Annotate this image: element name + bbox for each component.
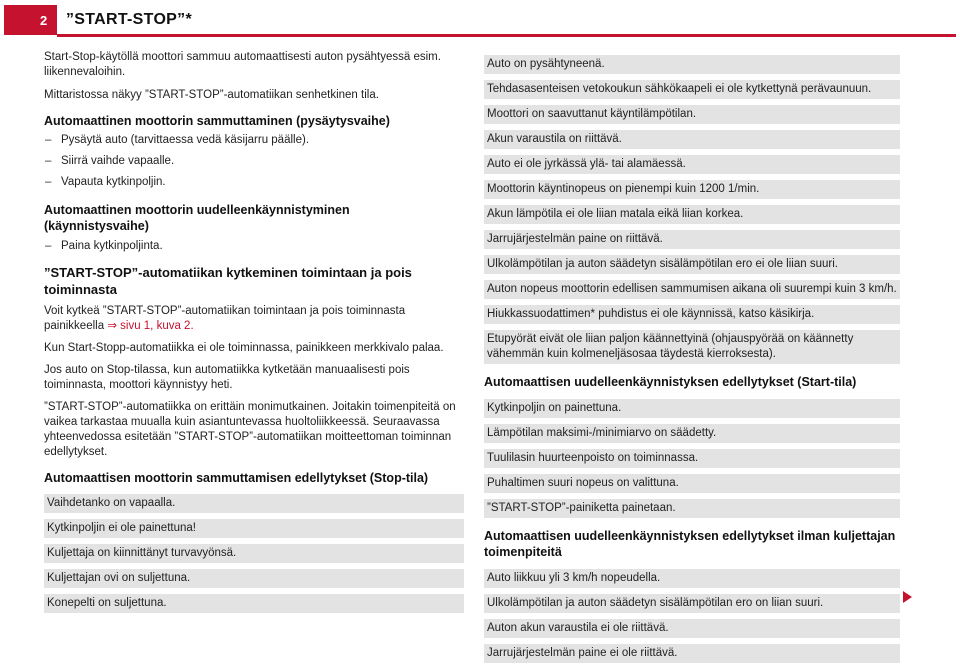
toggle-paragraph-4: ”START-STOP”-automatiikka on erittäin monimutkainen. Joitakin toimenpiteitä on vaikea tarkastaa muualla kuin asiantuntevassa huoltoliikkeessä. Seuraavassa yhteenvedossa esitetään ”START-STOP”-automatiikan moitteettoman toiminnan edellytykset. — [44, 401, 456, 458]
condition-row: Auton akun varaustila ei ole riittävä. — [484, 619, 900, 638]
toggle-heading-line2: toiminnasta — [44, 282, 117, 297]
condition-row: Moottori on saavuttanut käyntilämpötilan. — [484, 105, 900, 124]
condition-row: Tuulilasin huurteenpoisto on toiminnassa. — [484, 449, 900, 468]
start-conditions-list — [484, 399, 900, 518]
condition-row: Konepelti on suljettuna. — [44, 594, 464, 613]
condition-row: Vaihdetanko on vapaalla. — [44, 494, 464, 513]
toggle-text-1: Voit kytkeä ”START-STOP”-automatiikan toimintaan ja pois toiminnasta painikkeella — [44, 305, 406, 332]
condition-row: Auto on pysähtyneenä. — [484, 55, 900, 74]
stop-phase-heading: Automaattinen moottorin sammuttaminen (pysäytysvaihe) — [44, 114, 390, 128]
condition-row: Akun varaustila on riittävä. — [484, 130, 900, 149]
condition-row: Kytkinpoljin ei ole painettuna! — [44, 519, 464, 538]
toggle-paragraph-3: Jos auto on Stop-tilassa, kun automatiikka kytketään manuaalisesti pois toiminnasta, moottori käynnistyy heti. — [44, 364, 410, 391]
nodriver-conditions-heading — [484, 528, 900, 560]
condition-row: Jarrujärjestelmän paine ei ole riittävä. — [484, 644, 900, 663]
condition-row: Lämpötilan maksimi-/minimiarvo on säädetty. — [484, 424, 900, 443]
condition-row: Ulkolämpötilan ja auton säädetyn sisälämpötilan ero on liian suuri. — [484, 594, 900, 613]
right-column — [484, 55, 900, 669]
left-column — [44, 48, 464, 619]
list-item: – Paina kytkinpoljinta. — [44, 239, 464, 254]
intro-paragraph-2: Mittaristossa näkyy ”START-STOP”-automatiikan senhetkinen tila. — [44, 89, 379, 101]
stop-conditions-continued — [484, 55, 900, 364]
stop-conditions-heading: Automaattisen moottorin sammuttamisen edellytykset (Stop-tila) — [44, 471, 429, 485]
toggle-heading-line1: ”START-STOP”-automatiikan kytkeminen toimintaan ja pois — [44, 265, 412, 280]
condition-row: Akun lämpötila ei ole liian matala eikä liian korkea. — [484, 205, 900, 224]
condition-row: Ulkolämpötilan ja auton säädetyn sisälämpötilan ero ei ole liian suuri. — [484, 255, 900, 274]
start-phase-heading — [44, 202, 464, 234]
start-phase-heading-line1: Automaattinen moottorin uudelleenkäynnistyminen — [44, 203, 350, 217]
start-phase-steps — [44, 239, 464, 254]
condition-row: Etupyörät eivät ole liian paljon käännettyinä (ohjauspyörää on käännetty vähemmän kuin kolmeneljäsosaa täydestä kierroksesta). — [484, 330, 900, 364]
condition-row: Kuljettaja on kiinnittänyt turvavyönsä. — [44, 544, 464, 563]
nodriver-heading-line2: toimenpiteitä — [484, 545, 562, 559]
nodriver-heading-line1: Automaattisen uudelleenkäynnistyksen edellytykset ilman kuljettajan — [484, 529, 896, 543]
page-number — [4, 5, 57, 35]
stop-conditions-list — [44, 494, 464, 613]
stop-phase-steps — [44, 133, 464, 190]
start-phase-heading-line2: (käynnistysvaihe) — [44, 219, 149, 233]
header-rule — [57, 34, 956, 37]
list-item: – Siirrä vaihde vapaalle. — [44, 154, 464, 169]
condition-row: Auto liikkuu yli 3 km/h nopeudella. — [484, 569, 900, 588]
toggle-paragraph-1 — [44, 304, 464, 334]
toggle-paragraph-2: Kun Start-Stopp-automatiikka ei ole toiminnassa, painikkeen merkkivalo palaa. — [44, 342, 444, 354]
condition-row: Auto ei ole jyrkässä ylä- tai alamäessä. — [484, 155, 900, 174]
condition-row: Auton nopeus moottorin edellisen sammumisen aikana oli suurempi kuin 3 km/h. — [484, 280, 900, 299]
condition-row: Tehdasasenteisen vetokoukun sähkökaapeli ei ole kytkettynä perävaunuun. — [484, 80, 900, 99]
condition-row: Moottorin käyntinopeus on pienempi kuin 1200 1/min. — [484, 180, 900, 199]
nodriver-conditions-list — [484, 569, 900, 663]
list-item: – Pysäytä auto (tarvittaessa vedä käsijarru päälle). — [44, 133, 464, 148]
condition-row: Hiukkassuodattimen* puhdistus ei ole käynnissä, katso käsikirja. — [484, 305, 900, 324]
condition-row: Puhaltimen suuri nopeus on valittuna. — [484, 474, 900, 493]
intro-paragraph-1: Start-Stop-käytöllä moottori sammuu automaattisesti auton pysähtyessä esim. liikennevaloihin. — [44, 51, 441, 78]
page-number-text: 2 — [40, 12, 48, 28]
page-title: ”START-STOP”* — [66, 11, 192, 28]
list-item: – Vapauta kytkinpoljin. — [44, 175, 464, 190]
next-page-triangle-right-icon[interactable] — [903, 591, 912, 603]
toggle-heading — [44, 264, 464, 298]
condition-row: Kytkinpoljin on painettuna. — [484, 399, 900, 418]
condition-row: Jarrujärjestelmän paine on riittävä. — [484, 230, 900, 249]
start-conditions-heading: Automaattisen uudelleenkäynnistyksen edellytykset (Start-tila) — [484, 375, 857, 389]
condition-row: ”START-STOP”-painiketta painetaan. — [484, 499, 900, 518]
page-reference-link[interactable]: ⇒ sivu 1, kuva 2. — [107, 320, 194, 332]
condition-row: Kuljettajan ovi on suljettuna. — [44, 569, 464, 588]
